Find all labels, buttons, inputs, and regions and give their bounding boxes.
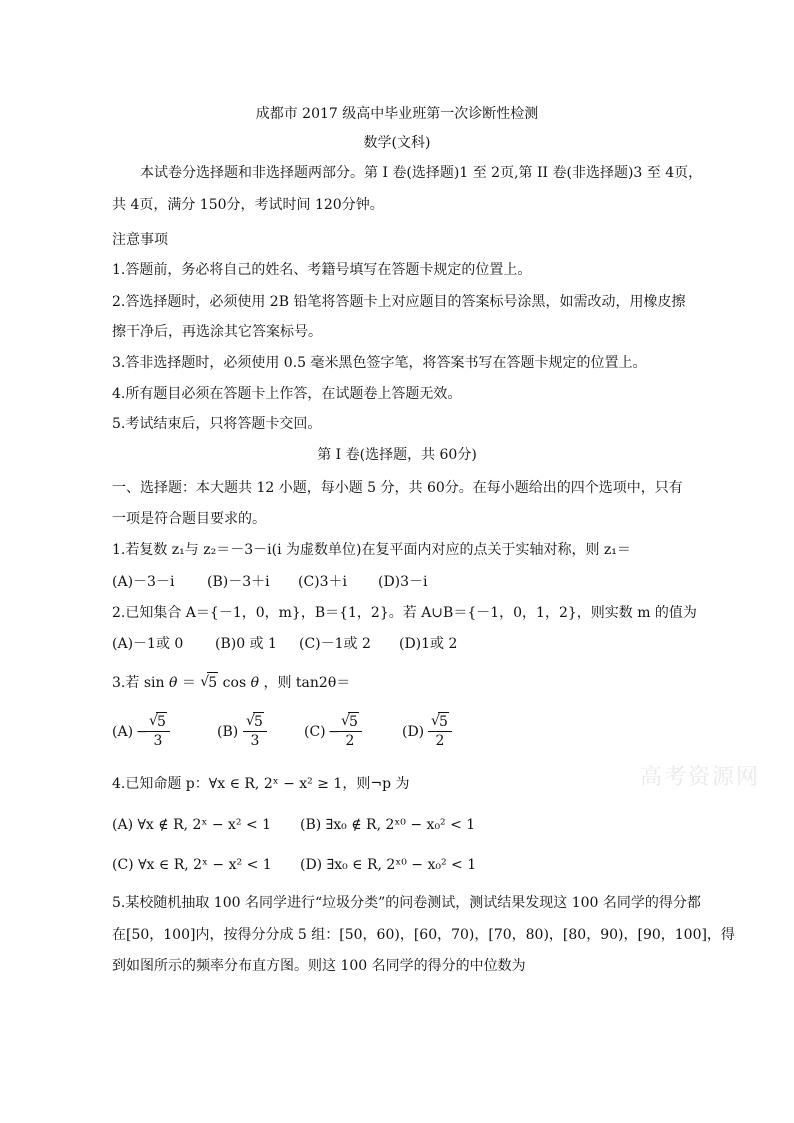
note-item-2-cont: 擦干净后，再选涂其它答案标号。	[112, 324, 322, 340]
q3-fraction-a: √ 5 3	[146, 712, 170, 750]
q3-prefix: 3.若	[112, 675, 140, 691]
section-title: 第 I 卷(选择题，共 60分)	[317, 447, 477, 463]
q1-option-a: (A)－3－i	[112, 574, 175, 590]
q2-option-c: (C)－1或 2	[299, 636, 371, 652]
q3-tail: ，则 tan2θ＝	[263, 675, 351, 691]
question-5-line-1: 5.某校随机抽取 100 名同学进行“垃圾分类”的问卷测试，测试结果发现这 100 名同学的得分都	[112, 895, 701, 911]
question-3-stem	[112, 672, 350, 693]
q3-minus-c: −	[328, 724, 340, 740]
q3-minus-a: −	[136, 724, 148, 740]
q3-theta: θ	[168, 675, 178, 691]
section-instructions-1: 一、选择题：本大题共 12 小题，每小题 5 分，共 60分。在每小题给出的四个选项中，只有	[112, 480, 683, 496]
question-4-stem: 4.已知命题 p：∀x ∈ R, 2ˣ − x² ≥ 1，则¬p 为	[112, 776, 410, 792]
q3-cos: cos	[222, 675, 247, 691]
q3-fraction-c: √ 5 2	[338, 712, 362, 750]
q3-sin: sin	[143, 675, 165, 691]
q3-label-d: (D)	[402, 724, 425, 740]
q1-option-b: (B)－3＋i	[207, 574, 270, 590]
exam-subject: 数学(文科)	[363, 135, 431, 151]
q4-option-d: (D) ∃x₀ ∈ R, 2ˣ⁰ − x₀² < 1	[300, 857, 477, 873]
q3-label-a: (A)	[112, 724, 134, 740]
q3-fraction-d: √ 5 2	[428, 712, 452, 750]
note-item-3: 3.答非选择题时，必须使用 0.5 毫米黑色签字笔，将答案书写在答题卡规定的位置上。	[112, 355, 647, 371]
q4-option-c: (C) ∀x ∈ R, 2ˣ − x² < 1	[112, 857, 272, 873]
q4-option-b: (B) ∃x₀ ∉ R, 2ˣ⁰ − x₀² < 1	[300, 817, 476, 833]
q1-option-d: (D)3－i	[378, 574, 428, 590]
section-instructions-2: 一项是符合题目要求的。	[112, 511, 266, 527]
question-1-stem: 1.若复数 z₁与 z₂＝－3－i(i 为虚数单位)在复平面内对应的点关于实轴对称，则 z₁＝	[112, 542, 631, 558]
question-5-line-3: 到如图所示的频率分布直方图。则这 100 名同学的得分的中位数为	[112, 958, 526, 974]
q3-equals: ＝	[181, 675, 196, 691]
intro-line-2: 共 4页，满分 150分，考试时间 120分钟。	[112, 197, 384, 213]
note-item-4: 4.所有题目必须在答题卡上作答，在试题卷上答题无效。	[112, 386, 462, 402]
q3-theta-2: θ	[250, 675, 260, 691]
question-2-stem: 2.已知集合 A＝{－1，0，m}，B＝{1，2}。若 A∪B＝{－1，0，1，2}，则实数 m 的值为	[112, 605, 697, 621]
watermark: 高考资源网	[640, 765, 761, 790]
q3-sqrt-five: √ 5	[200, 674, 218, 691]
note-item-5: 5.考试结束后，只将答题卡交回。	[112, 416, 322, 432]
note-item-2: 2.答选择题时，必须使用 2B 铅笔将答题卡上对应题目的答案标号涂黑，如需改动，用橡皮擦	[112, 294, 686, 310]
exam-title: 成都市 2017 级高中毕业班第一次诊断性检测	[255, 106, 539, 122]
q3-label-c: (C)	[304, 724, 326, 740]
notes-heading: 注意事项	[112, 232, 168, 248]
q3-label-b: (B)	[217, 724, 239, 740]
note-item-1: 1.答题前，务必将自己的姓名、考籍号填写在答题卡规定的位置上。	[112, 262, 532, 278]
question-5-line-2: 在[50，100]内，按得分分成 5 组：[50，60)，[60，70)，[70，80)，[80，90)，[90，100]，得	[112, 927, 735, 943]
q4-option-a: (A) ∀x ∉ R, 2ˣ − x² < 1	[112, 817, 272, 833]
q2-option-a: (A)－1或 0	[112, 636, 184, 652]
q3-fraction-b: √ 5 3	[243, 712, 267, 750]
q2-option-d: (D)1或 2	[399, 636, 458, 652]
q1-option-c: (C)3＋i	[298, 574, 348, 590]
q2-option-b: (B)0 或 1	[215, 636, 277, 652]
intro-line-1: 本试卷分选择题和非选择题两部分。第 I 卷(选择题)1 至 2页,第 II 卷(非选择题)3 至 4页，	[140, 165, 703, 181]
